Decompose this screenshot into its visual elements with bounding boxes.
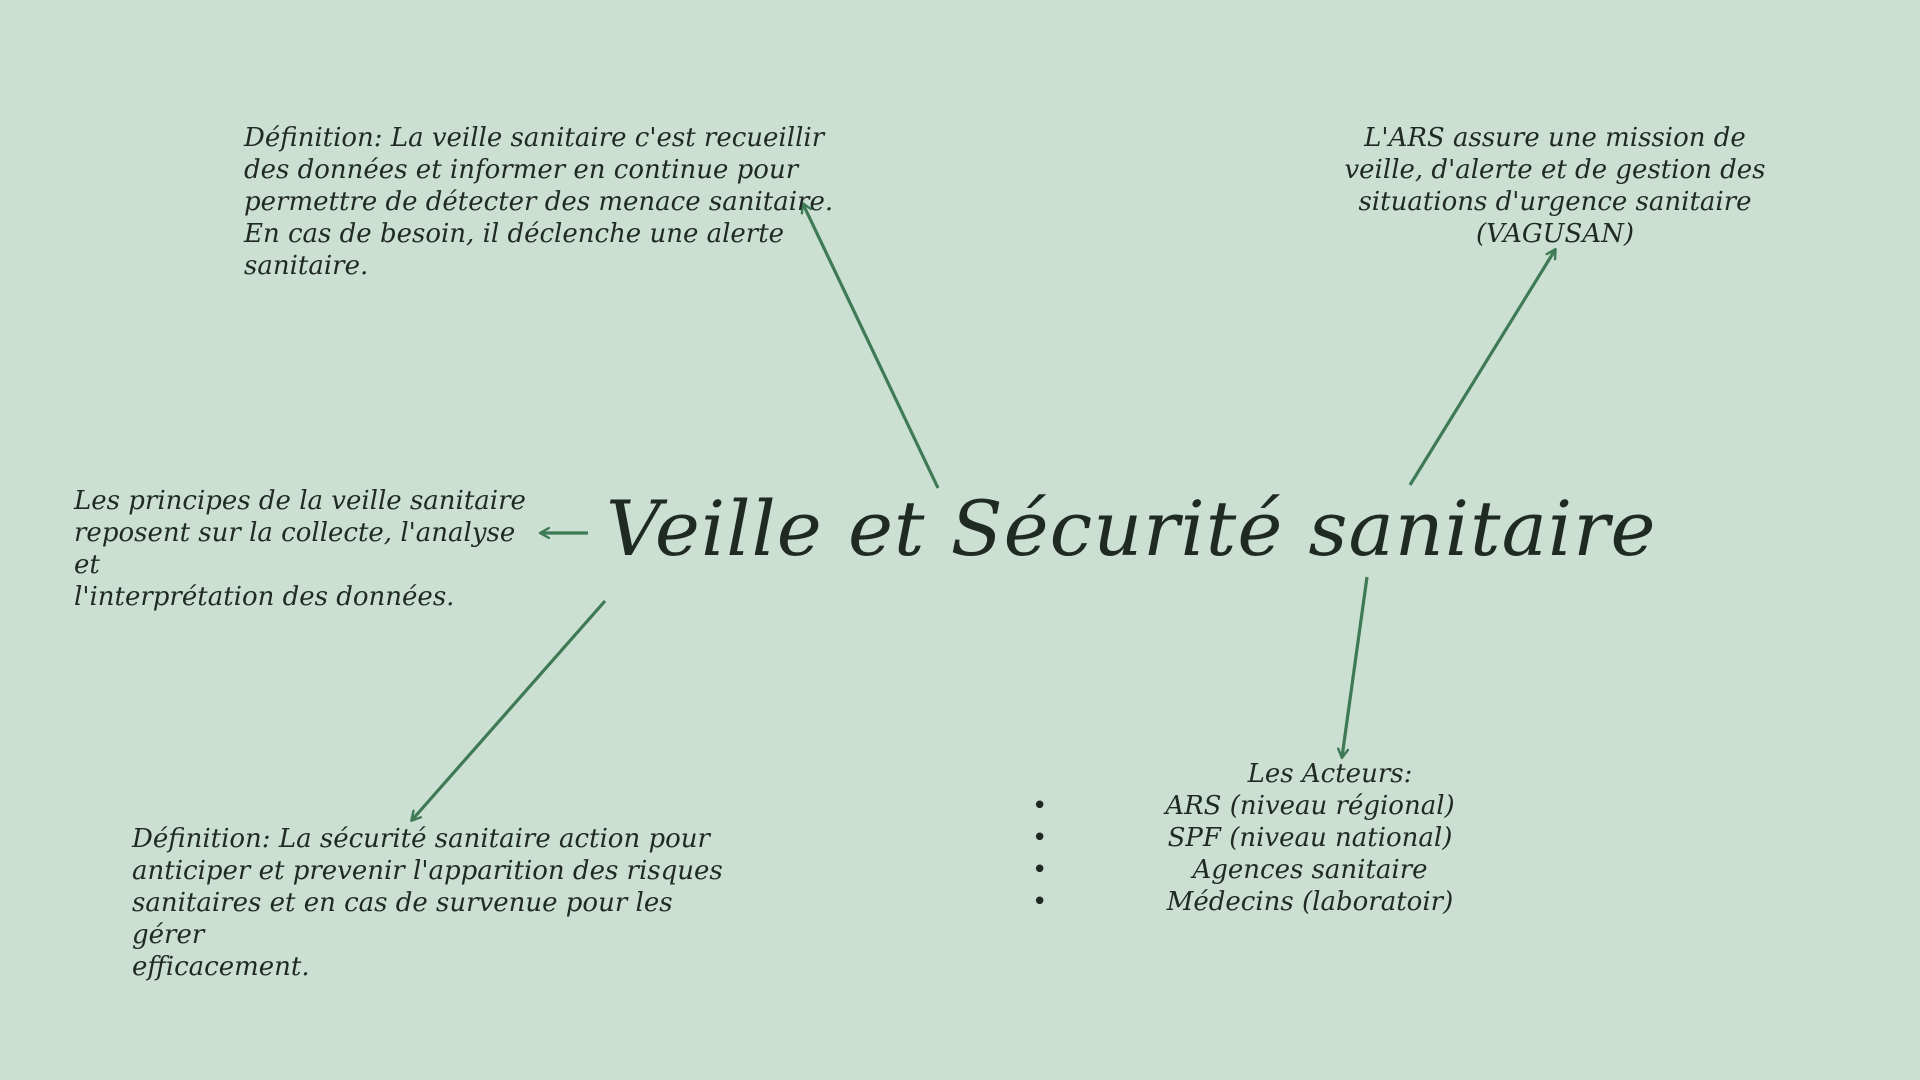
acteur-label: Agences sanitaire (1192, 855, 1428, 885)
central-title: Veille et Sécurité sanitaire (606, 484, 1657, 573)
arrow-to-acteurs (1342, 577, 1367, 757)
bullet: • (1032, 887, 1048, 917)
acteurs-heading: Les Acteurs: (1247, 759, 1413, 789)
acteur-label: Médecins (laboratoir) (1166, 887, 1454, 917)
definition-securite-note: Définition: La sécurité sanitaire action pour anticiper et prevenir l'apparition des risques sanitaires et en cas de survenue pour les gérer efficacement. (132, 824, 723, 982)
arrow-to-definition-securite (412, 601, 605, 820)
bullet: • (1032, 823, 1048, 853)
acteurs-list (1010, 790, 1530, 918)
principes-note: Les principes de la veille sanitaire reposent sur la collecte, l'analyse et l'interprétation des données. (74, 486, 526, 612)
list-item (1010, 790, 1530, 822)
list-item (1010, 822, 1530, 854)
list-item (1010, 854, 1530, 886)
arrow-to-ars-mission (1410, 250, 1555, 485)
acteur-label: SPF (niveau national) (1167, 823, 1453, 853)
definition-veille-note: Définition: La veille sanitaire c'est recueillir des données et informer en continue pour permettre de détecter des menace sanitaire. En cas de besoin, il déclenche une alerte sanitaire. (244, 123, 834, 281)
list-item (1010, 886, 1530, 918)
ars-mission-note: L'ARS assure une mission de veille, d'alerte et de gestion des situations d'urgence sanitaire (VAGUSAN) (1344, 123, 1766, 249)
acteur-label: ARS (niveau régional) (1165, 791, 1455, 821)
bullet: • (1032, 791, 1048, 821)
bullet: • (1032, 855, 1048, 885)
